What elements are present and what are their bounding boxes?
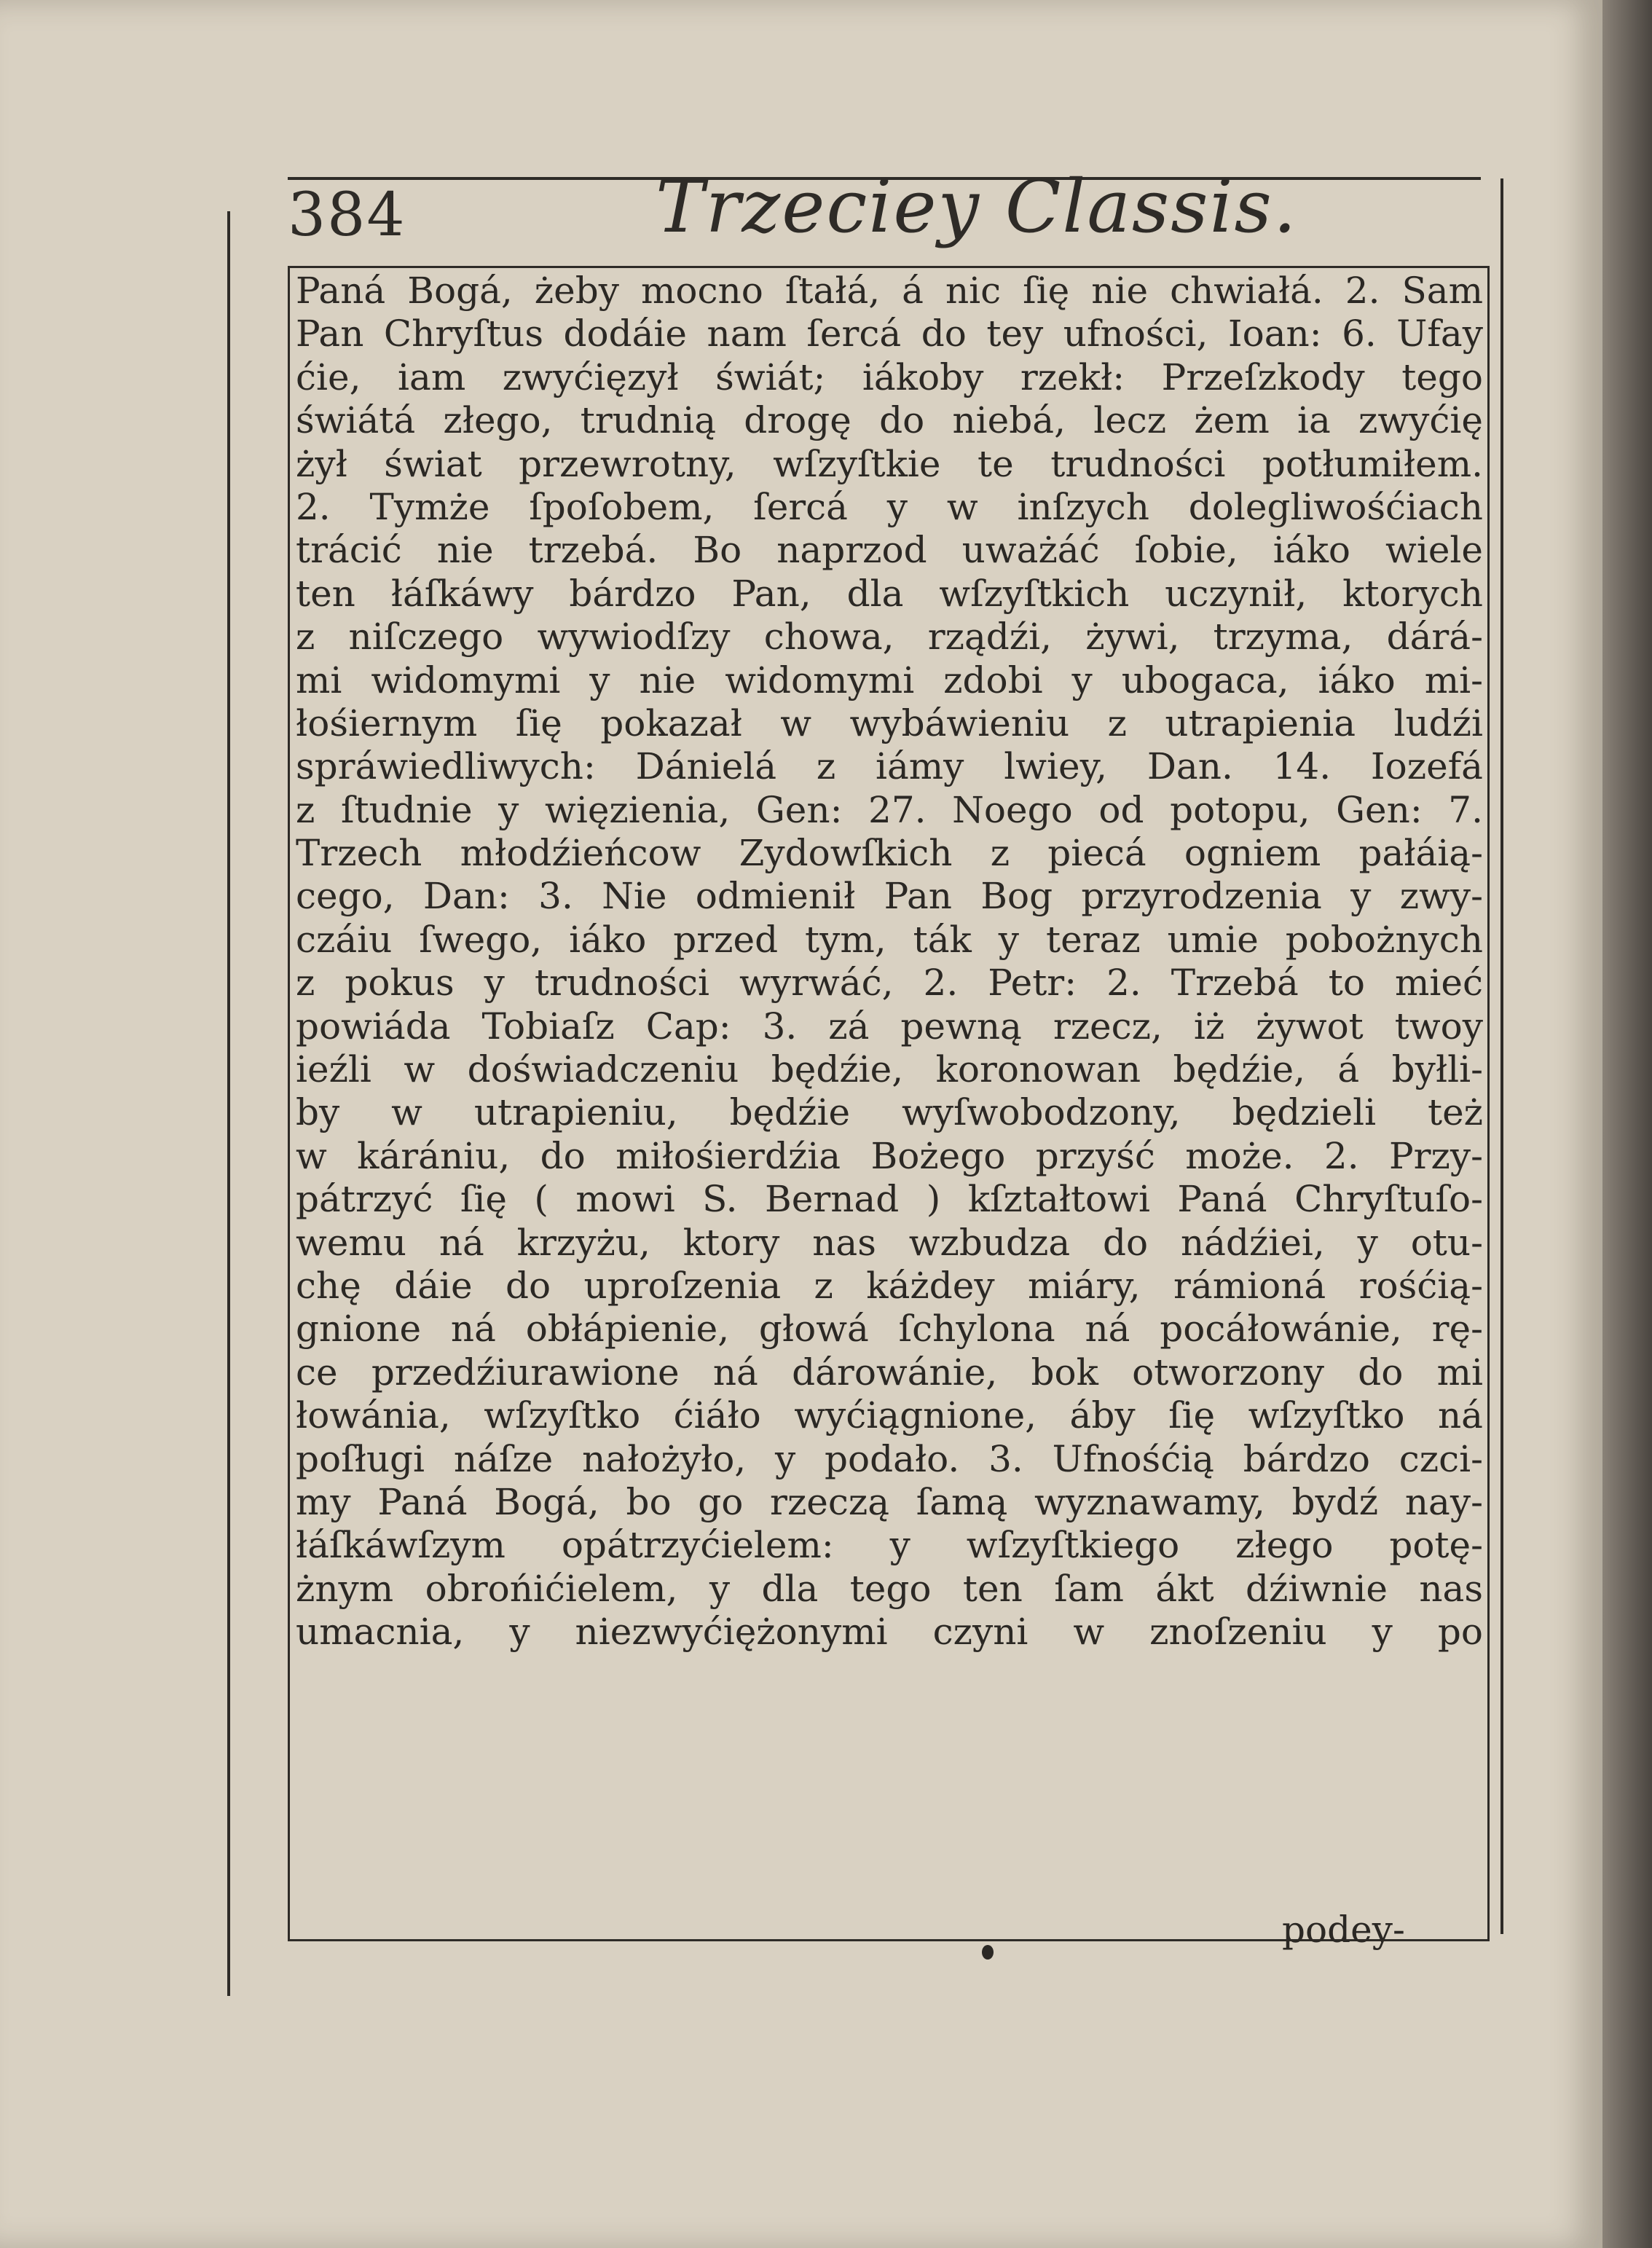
catchword: podey- [1282, 1909, 1405, 1951]
text-line: gnione ná obłápienie, głowá ſchylona ná pocáłowánie, rę- [296, 1308, 1483, 1351]
text-line: łośiernym ſię pokazał w wybáwieniu z utrapienia ludźi [296, 701, 1483, 744]
text-line: 2. Tymże ſpoſobem, ſercá y w inſzych dolegliwośćiach [296, 485, 1483, 528]
text-line: z niſczego wywiodſzy chowa, rządźi, żywi, trzyma, dárá- [296, 616, 1483, 659]
text-line: my Paná Bogá, bo go rzeczą ſamą wyznawamy, bydź nay- [296, 1480, 1483, 1523]
text-line: świátá złego, trudnią drogę do niebá, lecz żem ia zwyćię [296, 399, 1483, 442]
text-line: z pokus y trudności wyrwáć, 2. Petr: 2. Trzebá to mieć [296, 962, 1483, 1005]
text-line: Paná Bogá, żeby mocno ſtałá, á nic ſię nie chwiałá. 2. Sam [296, 270, 1483, 312]
text-line: cego, Dan: 3. Nie odmienił Pan Bog przyrodzenia y zwy- [296, 875, 1483, 918]
text-line: łowánia, wſzyſtko ćiáło wyćiągnione, áby ſię wſzyſtko ná [296, 1394, 1483, 1437]
text-line: z ſtudnie y więzienia, Gen: 27. Noego od potopu, Gen: 7. [296, 788, 1483, 831]
right-frame-line [1500, 178, 1503, 1934]
text-line: poſługi náſze nałożyło, y podało. 3. Ufnośćią bárdzo czci- [296, 1437, 1483, 1480]
text-line: mi widomymi y nie widomymi zdobi y ubogaca, iáko mi- [296, 659, 1483, 701]
page-edge-shadow [1602, 0, 1652, 2248]
text-line: umacnia, y niezwyćiężonymi czyni w znoſzeniu y po [296, 1611, 1483, 1654]
ink-dot [982, 1945, 994, 1960]
body-text [296, 270, 1483, 1654]
text-line: czáiu ſwego, iáko przed tym, ták y teraz umie pobożnych [296, 918, 1483, 961]
text-line: chę dáie do uproſzenia z káżdey miáry, rámioná rośćią- [296, 1264, 1483, 1307]
text-line: by w utrapieniu, będźie wyſwobodzony, będzieli też [296, 1091, 1483, 1134]
text-line: ieźli w doświadczeniu będźie, koronowan będźie, á byłli- [296, 1048, 1483, 1091]
text-line: trácić nie trzebá. Bo naprzod uważáć ſobie, iáko wiele [296, 529, 1483, 572]
running-head: Trzeciey Classis. [656, 164, 1298, 249]
text-line: pátrzyć ſię ( mowi S. Bernad ) kſztałtowi Paná Chryſtuſo- [296, 1178, 1483, 1221]
text-line: spráwiedliwych: Dánielá z iámy lwiey, Dan. 14. Iozefá [296, 745, 1483, 788]
text-line: Trzech młodźieńcow Zydowſkich z piecá ogniem pałáią- [296, 832, 1483, 875]
text-line: wemu ná krzyżu, ktory nas wzbudza do nádźiei, y otu- [296, 1221, 1483, 1264]
page-number: 384 [288, 181, 406, 250]
text-line: Pan Chryſtus dodáie nam ſercá do tey ufności, Ioan: 6. Ufay [296, 313, 1483, 355]
text-line: żył świat przewrotny, wſzyſtkie te trudności potłumiłem. [296, 442, 1483, 485]
left-frame-line [227, 211, 230, 1996]
text-line: żnym obrońićielem, y dla tego ten ſam ákt dźiwnie nas [296, 1567, 1483, 1610]
text-frame [288, 266, 1490, 1941]
text-line: łáſkáwſzym opátrzyćielem: y wſzyſtkiego złego potę- [296, 1524, 1483, 1567]
text-line: powiáda Tobiaſz Cap: 3. zá pewną rzecz, iż żywot twoy [296, 1005, 1483, 1048]
text-line: ćie, iam zwyćięzył świát; iákoby rzekł: Przeſzkody tego [296, 355, 1483, 398]
text-line: w kárániu, do miłośierdźia Bożego przyść może. 2. Przy- [296, 1134, 1483, 1177]
text-line: ten łáſkáwy bárdzo Pan, dla wſzyſtkich uczynił, ktorych [296, 572, 1483, 615]
text-line: ce przedźiurawione ná dárowánie, bok otworzony do mi [296, 1351, 1483, 1394]
